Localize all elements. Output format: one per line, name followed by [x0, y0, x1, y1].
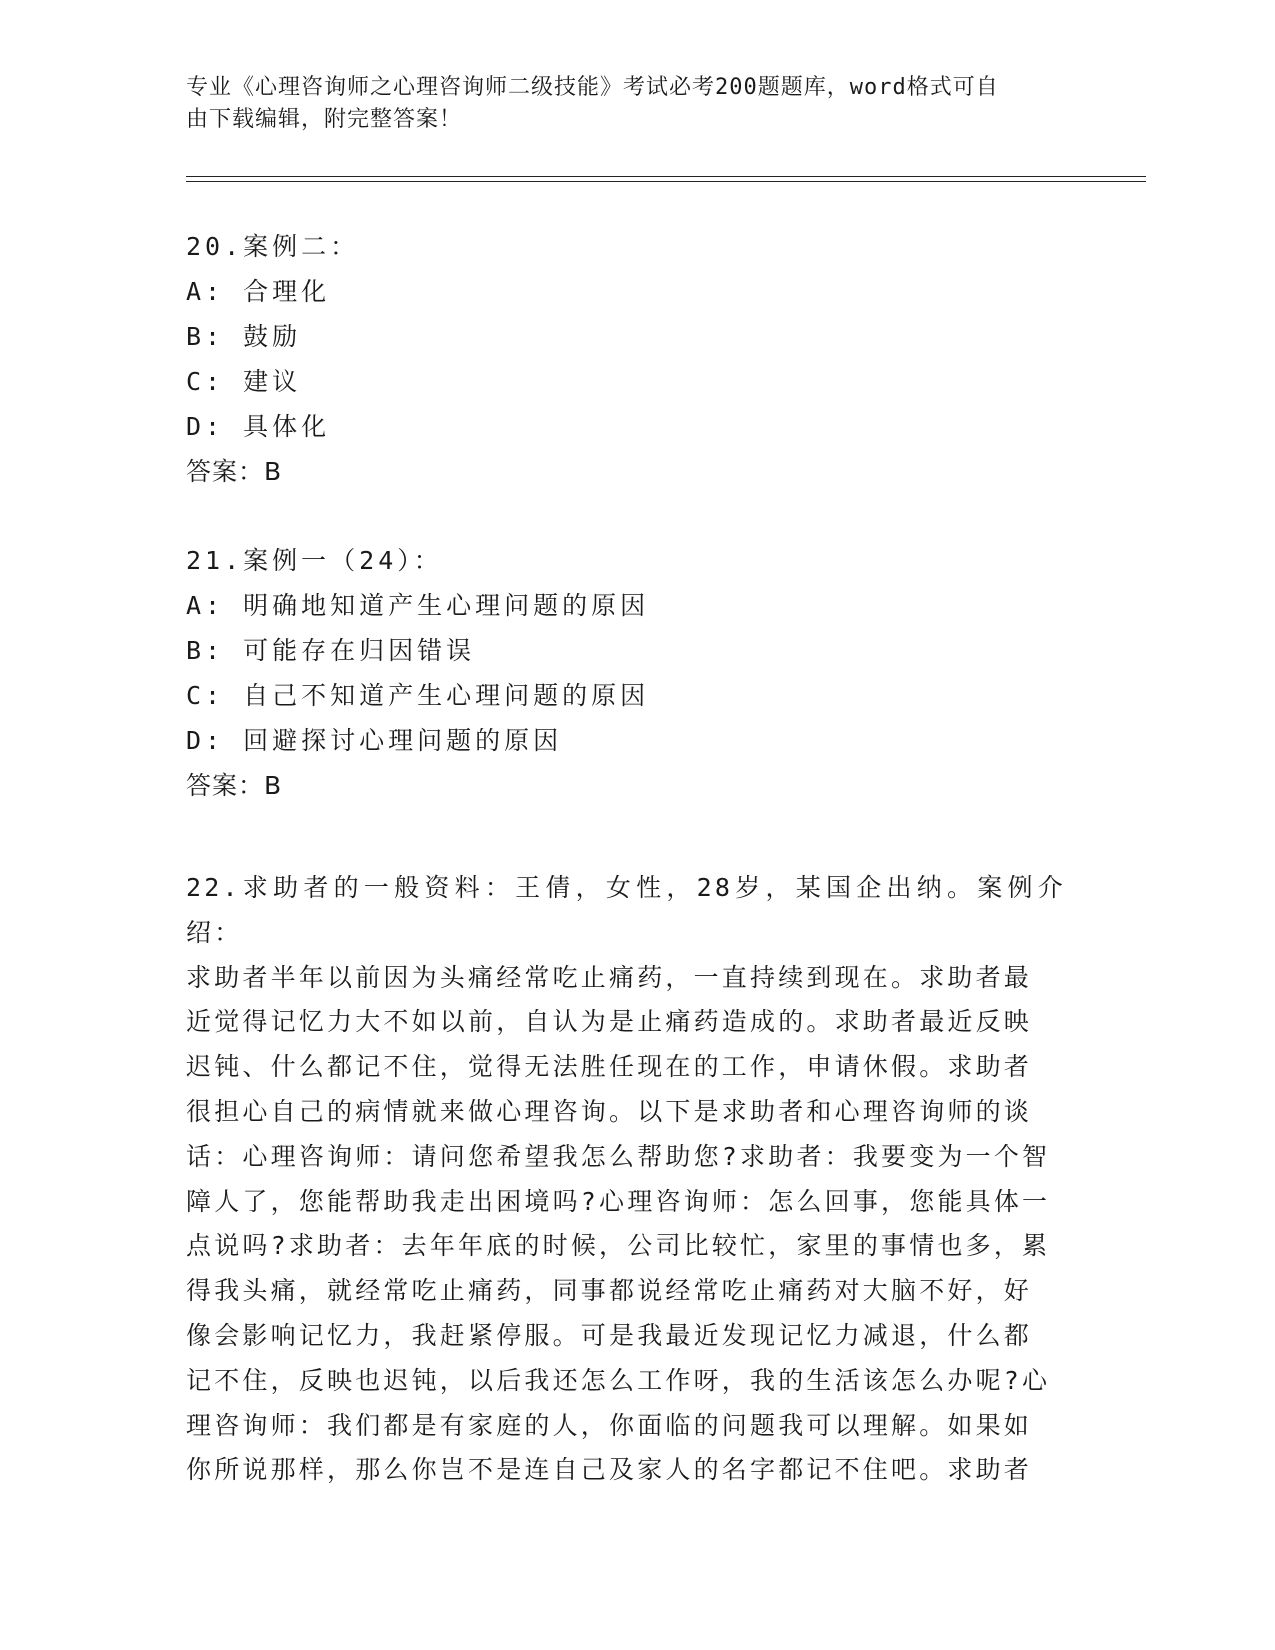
paragraph-line: 话：心理咨询师：请问您希望我怎么帮助您?求助者：我要变为一个智	[186, 1141, 1051, 1171]
paragraph-line: 求助者半年以前因为头痛经常吃止痛药，一直持续到现在。求助者最	[186, 962, 1033, 992]
header-divider-bottom	[186, 181, 1146, 182]
paragraph-line: 你所说那样，那么你岂不是连自己及家人的名字都记不住吧。求助者	[186, 1455, 1033, 1485]
option-d: D: 回避探讨心理问题的原因	[186, 726, 563, 755]
paragraph-line: 像会影响记忆力，我赶紧停服。可是我最近发现记忆力减退，什么都	[186, 1320, 1033, 1350]
option-b: B: 可能存在归因错误	[186, 636, 476, 665]
paragraph-line: 得我头痛，就经常吃止痛药，同事都说经常吃止痛药对大脑不好，好	[186, 1276, 1033, 1306]
document-header	[186, 72, 1066, 136]
paragraph-line: 很担心自己的病情就来做心理咨询。以下是求助者和心理咨询师的谈	[186, 1096, 1033, 1126]
option-a: A: 明确地知道产生心理问题的原因	[186, 591, 650, 620]
option-d: D: 具体化	[186, 412, 331, 441]
answer: 答案：B	[186, 457, 283, 486]
paragraph-line: 障人了，您能帮助我走出困境吗?心理咨询师：怎么回事，您能具体一	[186, 1186, 1051, 1216]
option-c: C: 自己不知道产生心理问题的原因	[186, 681, 650, 710]
question-21	[186, 538, 1066, 808]
paragraph-line: 理咨询师：我们都是有家庭的人，你面临的问题我可以理解。如果如	[186, 1410, 1033, 1440]
paragraph-line: 近觉得记忆力大不如以前，自认为是止痛药造成的。求助者最近反映	[186, 1007, 1033, 1037]
paragraph-line: 迟钝、什么都记不住，觉得无法胜任现在的工作，申请休假。求助者	[186, 1052, 1033, 1082]
question-22-text	[186, 866, 1066, 1493]
paragraph-line: 22.求助者的一般资料：王倩，女性，28岁，某国企出纳。案例介绍：	[186, 873, 1066, 947]
option-c: C: 建议	[186, 367, 302, 396]
option-b: B: 鼓励	[186, 322, 302, 351]
question-stem: 21.案例一（24）：	[186, 546, 443, 575]
header-line-1: 专业《心理咨询师之心理咨询师二级技能》考试必考200题题库，word格式可自	[186, 75, 999, 100]
answer: 答案：B	[186, 771, 283, 800]
paragraph-line: 点说吗?求助者：去年年底的时候，公司比较忙，家里的事情也多，累	[186, 1231, 1051, 1261]
header-line-2: 由下载编辑，附完整答案！	[186, 107, 463, 132]
question-20	[186, 224, 1066, 494]
paragraph-line: 记不住，反映也迟钝，以后我还怎么工作呀，我的生活该怎么办呢?心	[186, 1365, 1051, 1395]
option-a: A: 合理化	[186, 277, 331, 306]
header-divider-top	[186, 176, 1146, 177]
question-stem: 20.案例二：	[186, 232, 360, 261]
